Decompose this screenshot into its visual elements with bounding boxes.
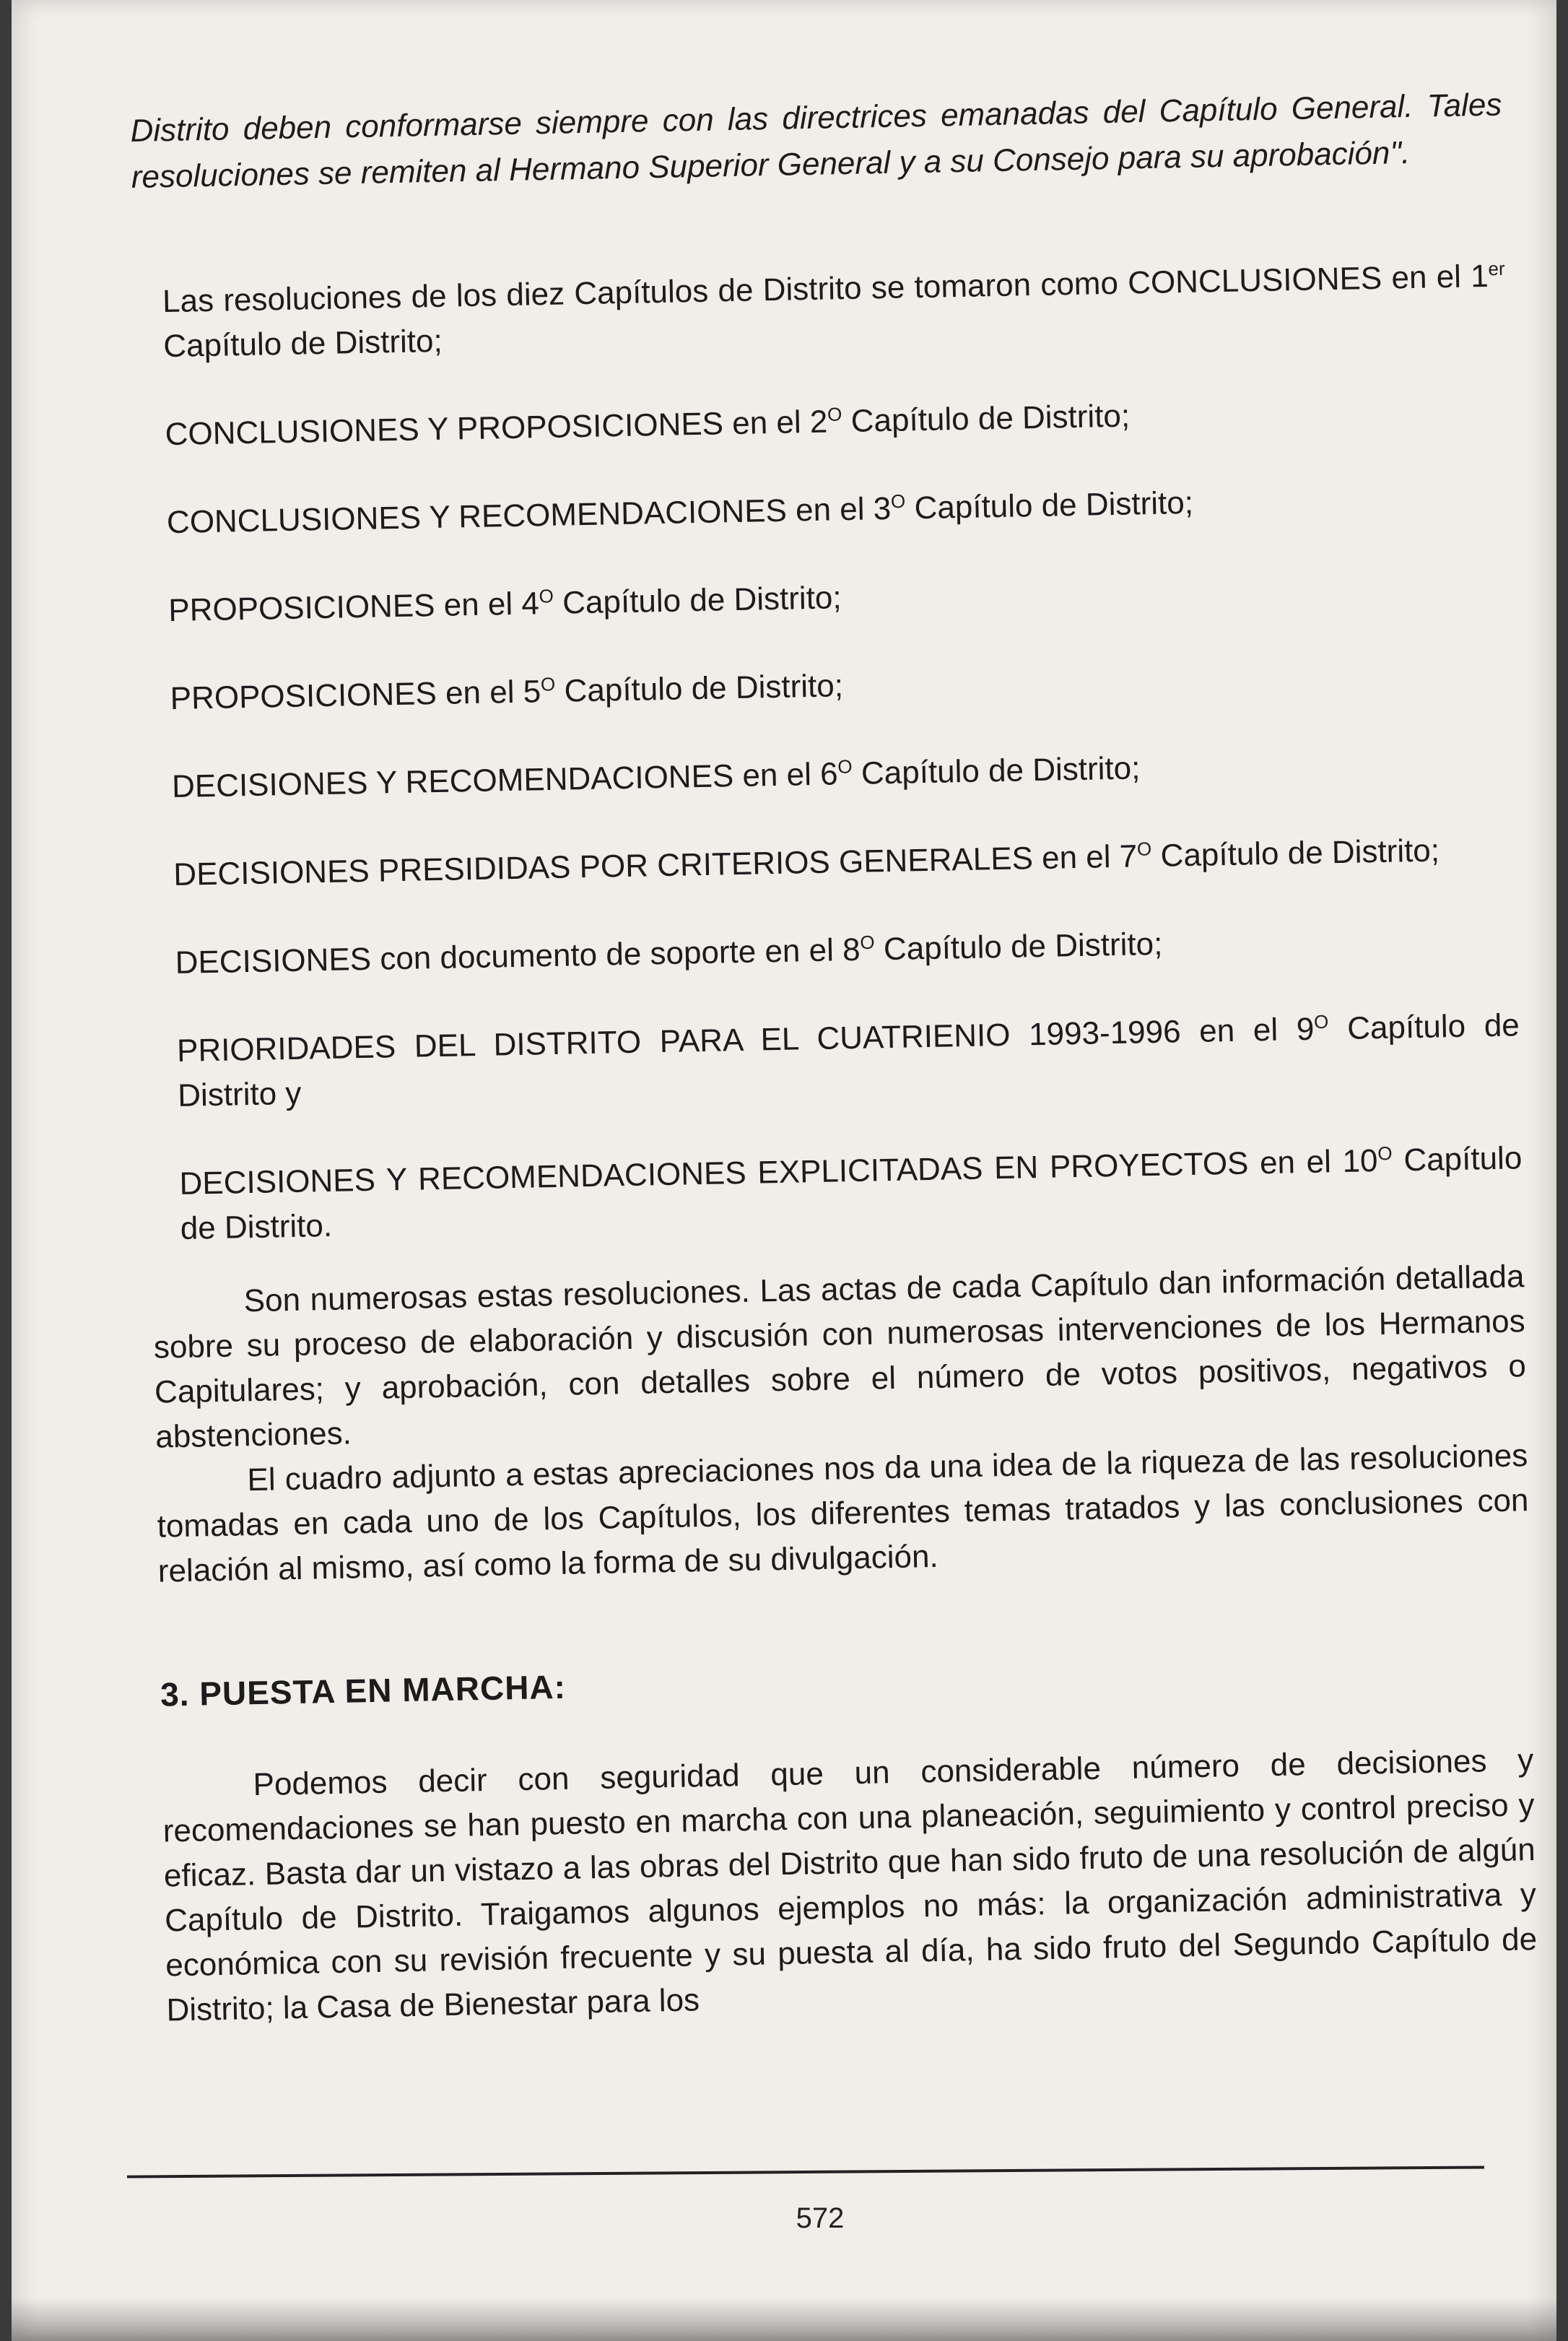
resolution-item: DECISIONES Y RECOMENDACIONES EXPLICITADAS EN PROYECTOS en el $10^O$ Capítulo de Distrito. bbox=[179, 1140, 1523, 1246]
quote-paragraph: Distrito deben conformarse siempre con las directrices emanadas del Capítulo General. Tales resoluciones se remiten al Hermano Superior General y a su Consejo para su aprobación". bbox=[130, 87, 1502, 195]
resolution-item: DECISIONES con documento de soporte en el $8^O$ Capítulo de Distrito; bbox=[175, 926, 1163, 981]
page-edge-shadow bbox=[12, 2298, 1556, 2341]
resolution-item: CONCLUSIONES Y PROPOSICIONES en el $2^O$ Capítulo de Distrito; bbox=[165, 398, 1131, 453]
page-number: 572 bbox=[796, 2202, 845, 2234]
body-paragraph: Son numerosas estas resoluciones. Las actas de cada Capítulo dan información detallada sobre su proceso de elaboración y discusión con numerosas intervenciones de los Hermanos Capitulares; y aprobación, con detalles sobre el número de votos positivos, negativos o abstenciones. bbox=[153, 1259, 1527, 1455]
resolution-item: PROPOSICIONES en el $5^O$ Capítulo de Distrito; bbox=[170, 668, 844, 717]
page-content bbox=[130, 82, 1538, 2033]
resolution-item: DECISIONES Y RECOMENDACIONES en el $6^O$ Capítulo de Distrito; bbox=[171, 750, 1141, 805]
body-paragraph: Podemos decir con seguridad que un considerable número de decisiones y recomendaciones se han puesto en marcha con una planeación, seguimiento y control preciso y eficaz. Basta dar un vistazo a las obras del Distrito que han sido fruto de una resolución de algún Capítulo de Distrito. Traigamos algunos ejemplos no más: la organización administrativa y económica con su revisión frecuente y su puesta al día, ha sido fruto del Segundo Capítulo de Distrito; la Casa de Bienestar para los bbox=[162, 1742, 1538, 2028]
resolutions-intro bbox=[134, 253, 1507, 369]
resolution-item: CONCLUSIONES Y RECOMENDACIONES en el $3^O$ Capítulo de Distrito; bbox=[166, 485, 1194, 541]
intro-text: Las resoluciones de los diez Capítulos de Distrito se tomaron como CONCLUSIONES en el 1 bbox=[162, 258, 1489, 320]
intro-superscript: er bbox=[1488, 257, 1505, 280]
section-heading: 3. PUESTA EN MARCHA: bbox=[160, 1667, 567, 1714]
resolution-item: PROPOSICIONES en el $4^O$ Capítulo de Distrito; bbox=[167, 580, 842, 629]
body-paragraph: El cuadro adjunto a estas apreciaciones nos da una idea de la riqueza de las resoluciones tomadas en cada uno de los Capítulos, los diferentes temas tratados y las conclusiones con relación al mismo, así como la forma de su divulgación. bbox=[157, 1438, 1529, 1589]
intro-text-end: Capítulo de Distrito; bbox=[162, 323, 443, 365]
footer-rule bbox=[127, 2166, 1484, 2178]
resolution-item: DECISIONES PRESIDIDAS POR CRITERIOS GENERALES en el $7^O$ Capítulo de Distrito; bbox=[173, 833, 1440, 893]
book-page bbox=[12, 0, 1556, 2341]
resolution-item: PRIORIDADES DEL DISTRITO PARA EL CUATRIENIO 1993-1996 en el $9^O$ Capítulo de Distrito y bbox=[176, 1007, 1520, 1113]
